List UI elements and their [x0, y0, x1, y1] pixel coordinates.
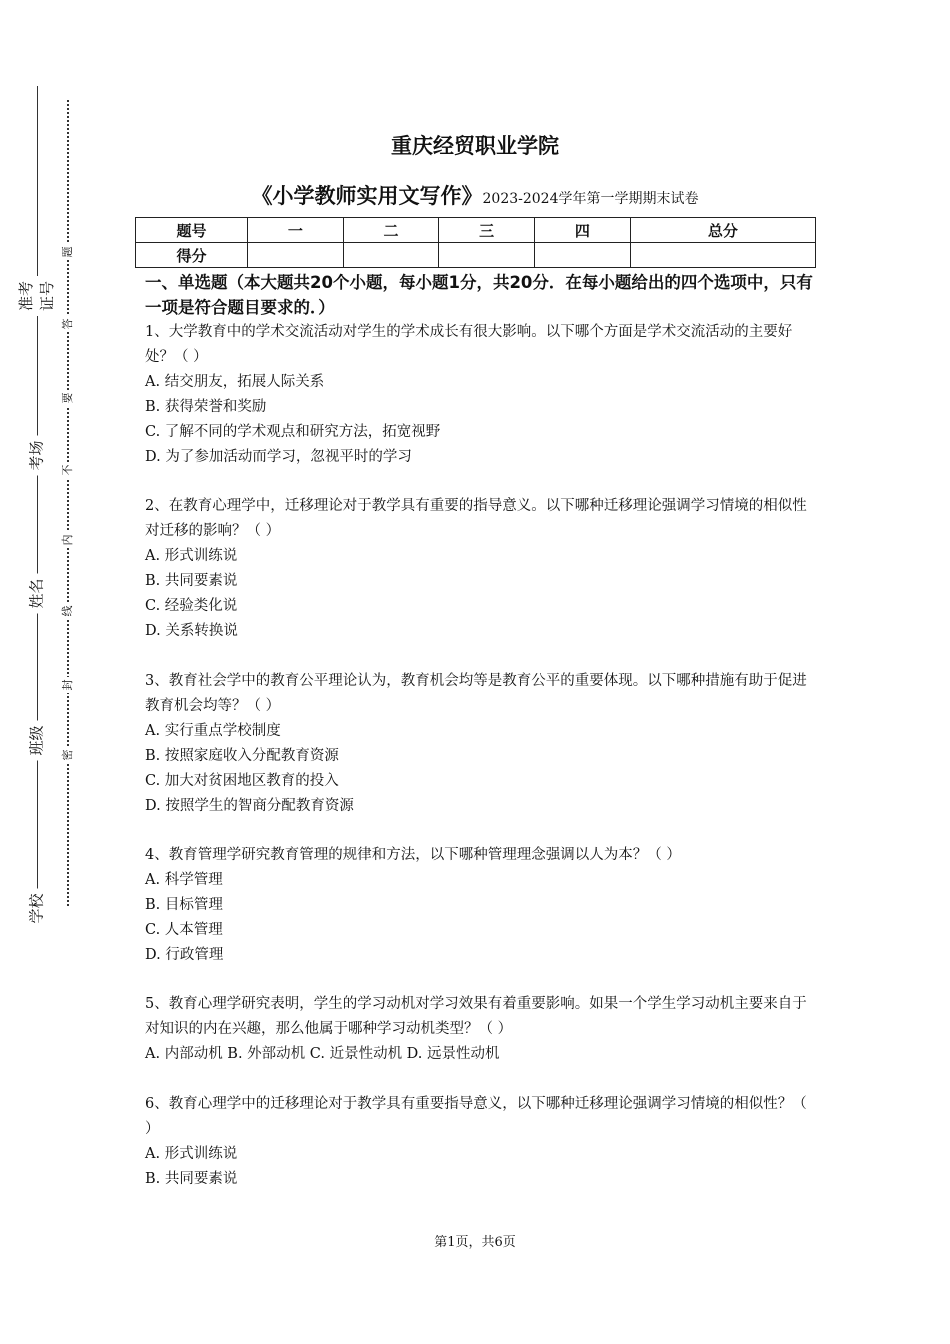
question-6	[145, 1092, 815, 1192]
option: A. 形式训练说	[145, 548, 238, 564]
seal-dotted-line	[67, 100, 69, 906]
table-cell: 一	[248, 218, 344, 243]
school-name: 重庆经贸职业学院	[391, 134, 559, 158]
question-4	[145, 843, 815, 968]
table-cell: 得分	[136, 243, 248, 268]
binding-solid-line	[37, 86, 38, 926]
table-cell: 总分	[630, 218, 815, 243]
label-school: 学校	[26, 889, 47, 929]
question-stem: 5、教育心理学研究表明，学生的学习动机对学习效果有着重要影响。如果一个学生学习动机主要来自于对知识的内在兴趣，那么他属于哪种学习动机类型？（ ）	[145, 996, 807, 1037]
page-footer: 第1页，共6页	[434, 1235, 516, 1250]
option: A. 内部动机 B. 外部动机 C. 近景性动机 D. 远景性动机	[145, 1046, 500, 1062]
label-class: 班级	[26, 721, 47, 761]
question-1	[145, 320, 815, 470]
label-exam-id: 准考证号	[15, 276, 57, 316]
exam-title	[145, 180, 805, 210]
option: D. 关系转换说	[145, 623, 238, 639]
score-input-cell	[248, 243, 344, 268]
question-stem: 4、教育管理学研究教育管理的规律和方法，以下哪种管理理念强调以人为本？（ ）	[145, 847, 681, 863]
question-stem: 3、教育社会学中的教育公平理论认为，教育机会均等是教育公平的重要体现。以下哪种措施有助于促进教育机会均等？（ ）	[145, 673, 807, 714]
option: D. 行政管理	[145, 947, 224, 963]
option: B. 按照家庭收入分配教育资源	[145, 748, 339, 764]
label-name: 姓名	[26, 574, 47, 614]
option: B. 获得荣誉和奖励	[145, 399, 267, 415]
seal-char: 封	[60, 677, 76, 693]
option: D. 按照学生的智商分配教育资源	[145, 798, 354, 814]
score-table	[135, 217, 816, 268]
seal-char: 线	[60, 603, 76, 619]
option: A. 结交朋友，拓展人际关系	[145, 374, 325, 390]
course-title: 《小学教师实用文写作》	[251, 184, 483, 208]
option: C. 了解不同的学术观点和研究方法，拓宽视野	[145, 424, 441, 440]
seal-char: 题	[60, 244, 76, 260]
score-input-cell	[630, 243, 815, 268]
option: D. 为了参加活动而学习，忽视平时的学习	[145, 449, 412, 465]
seal-char: 要	[60, 390, 76, 406]
table-cell: 三	[439, 218, 535, 243]
question-5	[145, 992, 815, 1067]
option: A. 科学管理	[145, 872, 223, 888]
section-heading: 一、单选题（本大题共20个小题，每小题1分，共20分．在每小题给出的四个选项中，只有一项是符合题目要求的．）	[145, 273, 813, 317]
seal-char: 不	[60, 462, 76, 478]
table-cell: 题号	[136, 218, 248, 243]
option: B. 共同要素说	[145, 573, 238, 589]
option: B. 共同要素说	[145, 1171, 238, 1187]
question-stem: 1、大学教育中的学术交流活动对学生的学术成长有很大影响。以下哪个方面是学术交流活动的主要好处？（ ）	[145, 324, 793, 365]
option: C. 加大对贫困地区教育的投入	[145, 773, 339, 789]
score-table-score-row	[136, 243, 816, 268]
term-title: 2023-2024学年第一学期期末试卷	[482, 191, 699, 207]
score-input-cell	[343, 243, 439, 268]
table-cell: 四	[535, 218, 631, 243]
option: B. 目标管理	[145, 897, 223, 913]
question-3	[145, 669, 815, 819]
option: C. 人本管理	[145, 922, 223, 938]
option: C. 经验类化说	[145, 598, 238, 614]
score-input-cell	[439, 243, 535, 268]
seal-char: 答	[60, 316, 76, 332]
score-table-header-row	[136, 218, 816, 243]
question-stem: 6、教育心理学中的迁移理论对于教学具有重要指导意义，以下哪种迁移理论强调学习情境的相似性？（ ）	[145, 1096, 807, 1137]
seal-char: 密	[60, 747, 76, 763]
option: A. 形式训练说	[145, 1146, 238, 1162]
binding-margin	[0, 0, 74, 1344]
label-exam-room: 考场	[26, 436, 47, 476]
score-input-cell	[535, 243, 631, 268]
option: A. 实行重点学校制度	[145, 723, 281, 739]
question-2	[145, 494, 815, 644]
table-cell: 二	[343, 218, 439, 243]
question-stem: 2、在教育心理学中，迁移理论对于教学具有重要的指导意义。以下哪种迁移理论强调学习情境的相似性对迁移的影响？（ ）	[145, 498, 807, 539]
seal-char: 内	[60, 532, 76, 548]
